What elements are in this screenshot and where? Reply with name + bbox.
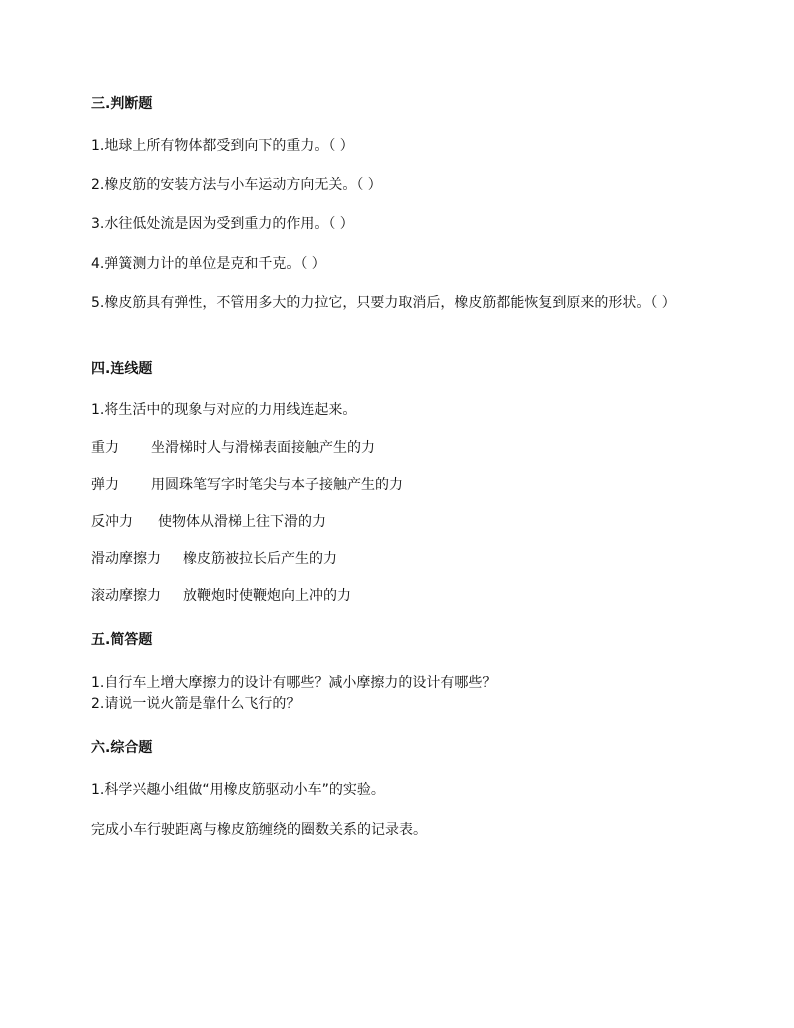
section-5-item-1: 1.自行车上增大摩擦力的设计有哪些？减小摩擦力的设计有哪些？: [91, 675, 497, 691]
section-6-heading: 六.综合题: [91, 740, 153, 756]
section-5-item-2: 2.请说一说火箭是靠什么飞行的？: [91, 696, 301, 712]
section-4-question: 1.将生活中的现象与对应的力用线连起来。: [91, 402, 357, 418]
section-6-item-1: 1.科学兴趣小组做“用橡皮筋驱动小车”的实验。: [91, 782, 385, 798]
section-3-item-1: 1.地球上所有物体都受到向下的重力。（ ）: [91, 138, 354, 154]
matching-row-4: [91, 550, 337, 568]
matching-term: 弹力: [91, 477, 119, 493]
matching-row-2: [91, 476, 403, 494]
section-3-item-3: 3.水往低处流是因为受到重力的作用。（ ）: [91, 216, 354, 232]
section-3-item-5: 5.橡皮筋具有弹性，不管用多大的力拉它，只要力取消后，橡皮筋都能恢复到原来的形状。（ ）: [91, 295, 676, 311]
matching-description: 用圆珠笔写字时笔尖与本子接触产生的力: [151, 477, 403, 493]
matching-description: 橡皮筋被拉长后产生的力: [183, 551, 337, 567]
section-4-heading: 四.连线题: [91, 361, 153, 377]
matching-row-1: [91, 439, 375, 457]
matching-row-5: [91, 587, 351, 605]
matching-term: 反冲力: [91, 514, 133, 530]
matching-description: 放鞭炮时使鞭炮向上冲的力: [183, 588, 351, 604]
matching-description: 使物体从滑梯上往下滑的力: [158, 514, 326, 530]
matching-row-3: [91, 513, 326, 531]
matching-term: 滚动摩擦力: [91, 588, 161, 604]
matching-term: 重力: [91, 440, 119, 456]
section-6-item-2: 完成小车行驶距离与橡皮筋缠绕的圈数关系的记录表。: [91, 822, 427, 838]
matching-term: 滑动摩擦力: [91, 551, 161, 567]
section-3-item-2: 2.橡皮筋的安装方法与小车运动方向无关。（ ）: [91, 177, 382, 193]
section-3-heading: 三.判断题: [91, 96, 153, 112]
section-5-heading: 五.简答题: [91, 632, 153, 648]
matching-description: 坐滑梯时人与滑梯表面接触产生的力: [151, 440, 375, 456]
section-3-item-4: 4.弹簧测力计的单位是克和千克。（ ）: [91, 256, 326, 272]
